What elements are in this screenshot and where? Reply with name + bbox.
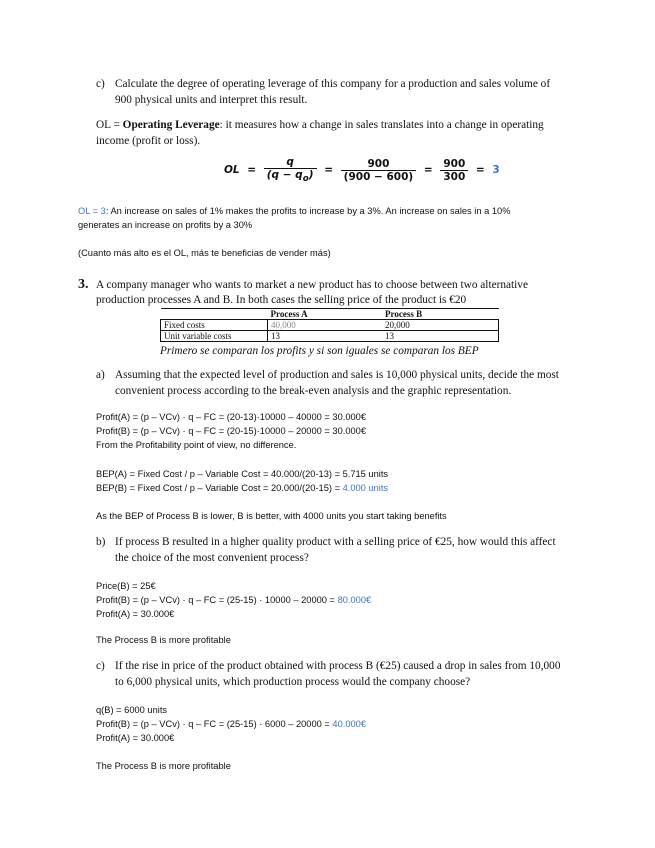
q3b-profit-a: Profit(A) = 30.000€	[96, 609, 175, 619]
q3a-line2: convenient process according to the break-even analysis and the graphic representation.	[115, 385, 512, 397]
q3c-profit-b	[96, 717, 366, 731]
formula-fraction-1	[264, 156, 317, 184]
formula-f3-denominator: 300	[443, 170, 466, 183]
ol-definition-prefix: OL =	[96, 119, 123, 131]
formula-fraction-2	[341, 158, 417, 183]
formula-equals-1: =	[247, 164, 257, 177]
table-cell: 20,000	[382, 320, 499, 331]
table-row	[161, 331, 499, 342]
q3b-conclusion: The Process B is more profitable	[96, 635, 231, 645]
q3-number: 3.	[78, 277, 89, 292]
table-row	[161, 320, 499, 331]
ol-definition-term: Operating Leverage	[122, 119, 220, 131]
q3a-conclusion: As the BEP of Process B is lower, B is better, with 4000 units you start taking benefits	[96, 511, 447, 521]
q3-line1: A company manager who wants to market a new product has to choose between two alternative	[96, 279, 528, 291]
ol-answer-line2: generates an increase on profits by a 30%	[78, 220, 253, 230]
q3a-line1: Assuming that the expected level of production and sales is 10,000 physical units, decide the most	[115, 369, 559, 381]
q3a-bep-a: BEP(A) = Fixed Cost / p – Variable Cost = 40.000/(20-13) = 5.715 units	[96, 469, 389, 479]
c1-question-line2: 900 physical units and interpret this result.	[115, 94, 308, 106]
q3c-marker: c)	[96, 660, 105, 672]
q3b-profit-b-formula: Profit(B) = (p – VCv) · q – FC = (25-15) · 10000 – 20000 =	[96, 595, 338, 605]
q3c-qb: q(B) = 6000 units	[96, 705, 168, 715]
formula-f3-numerator: 900	[440, 158, 468, 171]
q3a-profit-a: Profit(A) = (p – VCv) · q – FC = (20-13)·10000 – 40000 = 30.000€	[96, 412, 367, 422]
q3b-profit-b	[96, 593, 371, 607]
q3a-marker: a)	[96, 369, 105, 381]
table-header-process-b: Process B	[382, 309, 499, 320]
formula-equals-2: =	[324, 164, 333, 177]
table-cell: 13	[382, 331, 499, 342]
ol-definition-line1	[96, 118, 544, 134]
q3a-profit-note: From the Profitability point of view, no difference.	[96, 440, 297, 450]
formula-f2-numerator: 900	[341, 158, 417, 171]
q3c-profit-b-value: 40.000€	[332, 719, 367, 729]
q3c-conclusion: The Process B is more profitable	[96, 761, 231, 771]
q3a-profit-b: Profit(B) = (p – VCv) · q – FC = (20-15)·10000 – 20000 = 30.000€	[96, 426, 367, 436]
q3b-marker: b)	[96, 536, 106, 548]
table-cell: 13	[268, 331, 383, 342]
table-header-row	[161, 309, 499, 320]
c1-marker: c)	[96, 78, 105, 90]
q3b-price: Price(B) = 25€	[96, 581, 156, 591]
formula-f2-denominator: (900 − 600)	[343, 170, 414, 183]
q3b-line1: If process B resulted in a higher quality product with a selling price of €25, how would this affect	[115, 536, 556, 548]
table-header-empty	[161, 309, 268, 320]
q3-line2: production processes A and B. In both cases the selling price of the product is €20	[96, 294, 467, 306]
q3c-line1: If the rise in price of the product obtained with process B (€25) caused a drop in sales from 10,000	[115, 660, 561, 672]
c1-question-line1: Calculate the degree of operating leverage of this company for a production and sales volume of	[115, 78, 551, 90]
table-cell: Unit variable costs	[161, 331, 268, 342]
ol-answer-label: OL = 3	[78, 206, 106, 216]
formula-fraction-3	[440, 158, 468, 183]
formula-equals-4: =	[475, 164, 485, 177]
formula-equals-3: =	[423, 164, 433, 177]
q3b-line2: the choice of the most convenient process?	[115, 552, 309, 564]
formula-lhs: OL	[224, 164, 240, 177]
table-header-process-a: Process A	[268, 309, 383, 320]
q3c-line2: to 6,000 physical units, which production process would the company choose?	[115, 676, 471, 688]
q3a-bep-b-value: 4.000 units	[342, 483, 389, 493]
table-caption: Primero se comparan los profits y si son iguales se comparan los BEP	[160, 345, 479, 357]
q3b-profit-b-value: 80.000€	[337, 595, 372, 605]
formula-f1-numerator: q	[264, 156, 317, 169]
table-cell: Fixed costs	[161, 320, 268, 331]
q3a-bep-b-formula: BEP(B) = Fixed Cost / p – Variable Cost = 20.000/(20-15) =	[96, 483, 343, 493]
ol-answer-note: (Cuanto más alto es el OL, más te beneficias de vender más)	[78, 248, 331, 258]
ol-definition-rest: : it measures how a change in sales translates into a change in operating	[219, 119, 544, 131]
formula-result: 3	[492, 164, 500, 177]
ol-definition-line2: income (profit or loss).	[96, 135, 201, 147]
ol-formula	[224, 156, 504, 184]
table-cell: 40,000	[268, 320, 383, 331]
q3c-profit-b-formula: Profit(B) = (p – VCv) · q – FC = (25-15) · 6000 – 20000 =	[96, 719, 333, 729]
ol-answer-rest: : An increase on sales of 1% makes the profits to increase by a 3%. An increase on sales in a 10%	[105, 206, 511, 216]
formula-f1-denominator: $(q - q_o)$	[266, 169, 314, 185]
q3c-profit-a: Profit(A) = 30.000€	[96, 733, 175, 743]
q3a-bep-b	[96, 481, 388, 495]
process-cost-table	[160, 308, 499, 342]
ol-answer-line1	[78, 204, 510, 218]
